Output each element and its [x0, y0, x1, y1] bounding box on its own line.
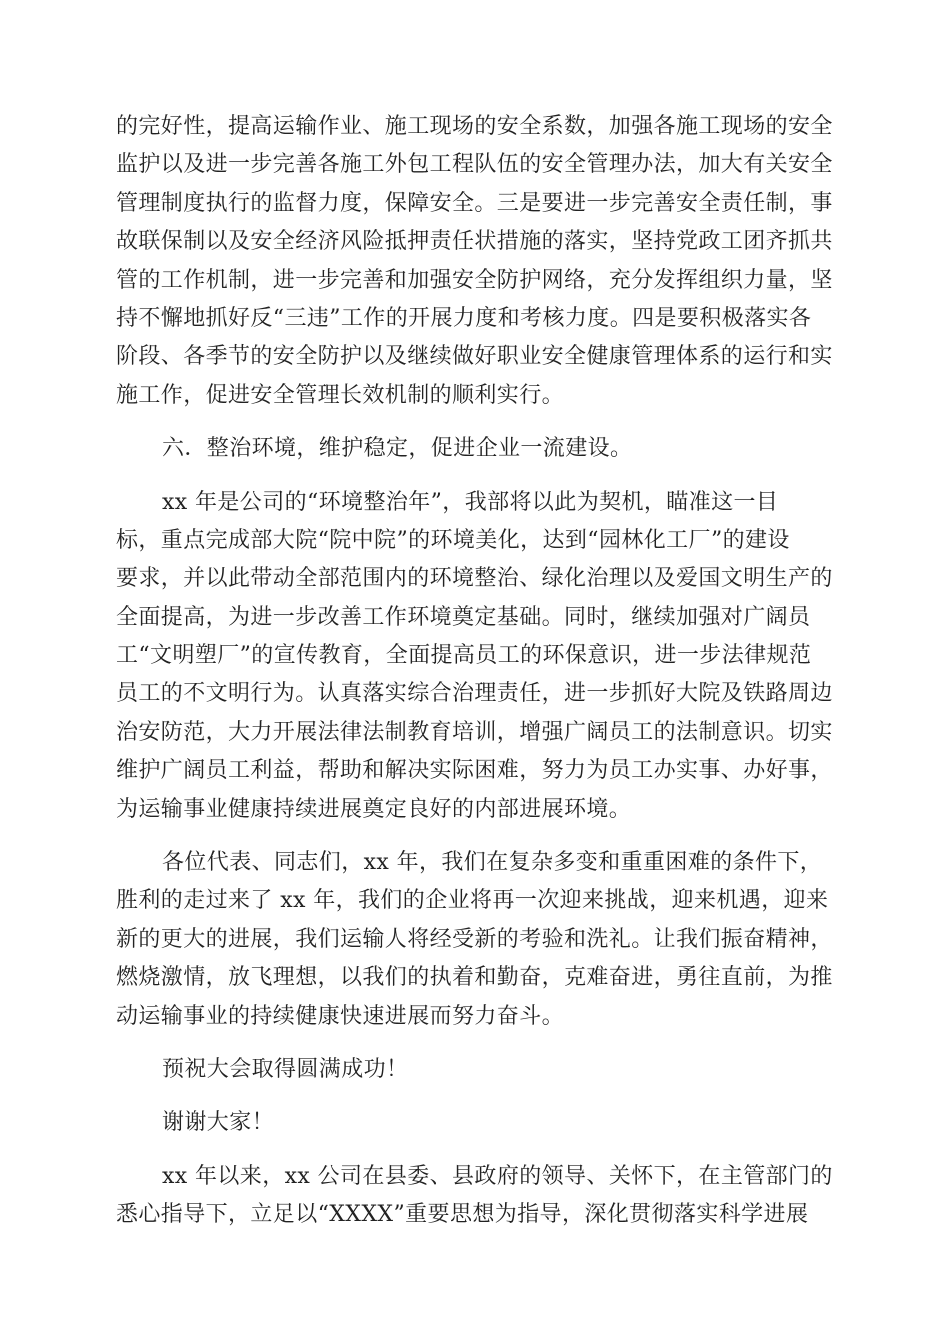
paragraph-line: 阶段、各季节的安全防护以及继续做好职业安全健康管理体系的运行和实 [116, 344, 833, 370]
closing-line: 预祝大会取得圆满成功！ [162, 1056, 409, 1082]
paragraph-line: 动运输事业的持续健康快速进展而努力奋斗。 [116, 1003, 565, 1029]
paragraph-line: 的完好性，提高运输作业、施工现场的安全系数，加强各施工现场的安全 [116, 114, 833, 139]
paragraph-line: 为运输事业健康持续进展奠定良好的内部进展环境。 [116, 796, 632, 822]
paragraph-line: 悉心指导下，立足以“XXXX”重要思想为指导，深化贯彻落实科学进展 [116, 1202, 809, 1228]
paragraph-line: 工“文明塑厂”的宣传教育，全面提高员工的环保意识，进一步法律规范 [116, 643, 812, 669]
paragraph-line: 治安防范，大力开展法律法制教育培训，增强广阔员工的法制意识。切实 [116, 719, 833, 745]
paragraph-line: xx 年是公司的“环境整治年”，我部将以此为契机，瞄准这一目 [162, 489, 779, 515]
paragraph-line: 标，重点完成部大院“院中院”的环境美化，达到“园林化工厂”的建设 [116, 527, 790, 553]
paragraph-line: 管的工作机制，进一步完善和加强安全防护网络，充分发挥组织力量，坚 [116, 267, 833, 293]
section-heading: 六．整治环境，维护稳定，促进企业一流建设。 [162, 436, 633, 462]
paragraph-line: 管理制度执行的监督力度，保障安全。三是要进一步完善安全责任制，事 [116, 190, 833, 216]
paragraph-line: 施工作，促进安全管理长效机制的顺利实行。 [116, 382, 565, 408]
paragraph-line: 维护广阔员工利益，帮助和解决实际困难，努力为员工办实事、办好事， [116, 758, 833, 784]
paragraph-line: 燃烧激情，放飞理想，以我们的执着和勤奋，克难奋进，勇往直前，为推 [116, 965, 833, 991]
paragraph-line: 新的更大的进展，我们运输人将经受新的考验和洗礼。让我们振奋精神， [116, 926, 833, 952]
paragraph-line: xx 年以来，xx 公司在县委、县政府的领导、关怀下，在主管部门的 [162, 1163, 833, 1189]
paragraph-line: 要求，并以此带动全部范围内的环境整治、绿化治理以及爱国文明生产的 [116, 566, 833, 592]
document-body [116, 108, 834, 1235]
closing-line: 谢谢大家！ [162, 1110, 275, 1136]
paragraph-line: 持不懈地抓好反“三违”工作的开展力度和考核力度。四是要积极落实各 [116, 305, 812, 331]
paragraph-line: 胜利的走过来了 xx 年，我们的企业将再一次迎来挑战，迎来机遇，迎来 [116, 888, 829, 914]
paragraph-line: 员工的不文明行为。认真落实综合治理责任，进一步抓好大院及铁路周边 [116, 681, 833, 707]
paragraph-line: 监护以及进一步完善各施工外包工程队伍的安全管理办法，加大有关安全 [116, 152, 833, 178]
paragraph-line: 各位代表、同志们，xx 年，我们在复杂多变和重重困难的条件下， [162, 850, 823, 876]
paragraph-line: 全面提高，为进一步改善工作环境奠定基础。同时，继续加强对广阔员 [116, 604, 811, 630]
paragraph-line: 故联保制以及安全经济风险抵押责任状措施的落实，坚持党政工团齐抓共 [116, 229, 833, 255]
